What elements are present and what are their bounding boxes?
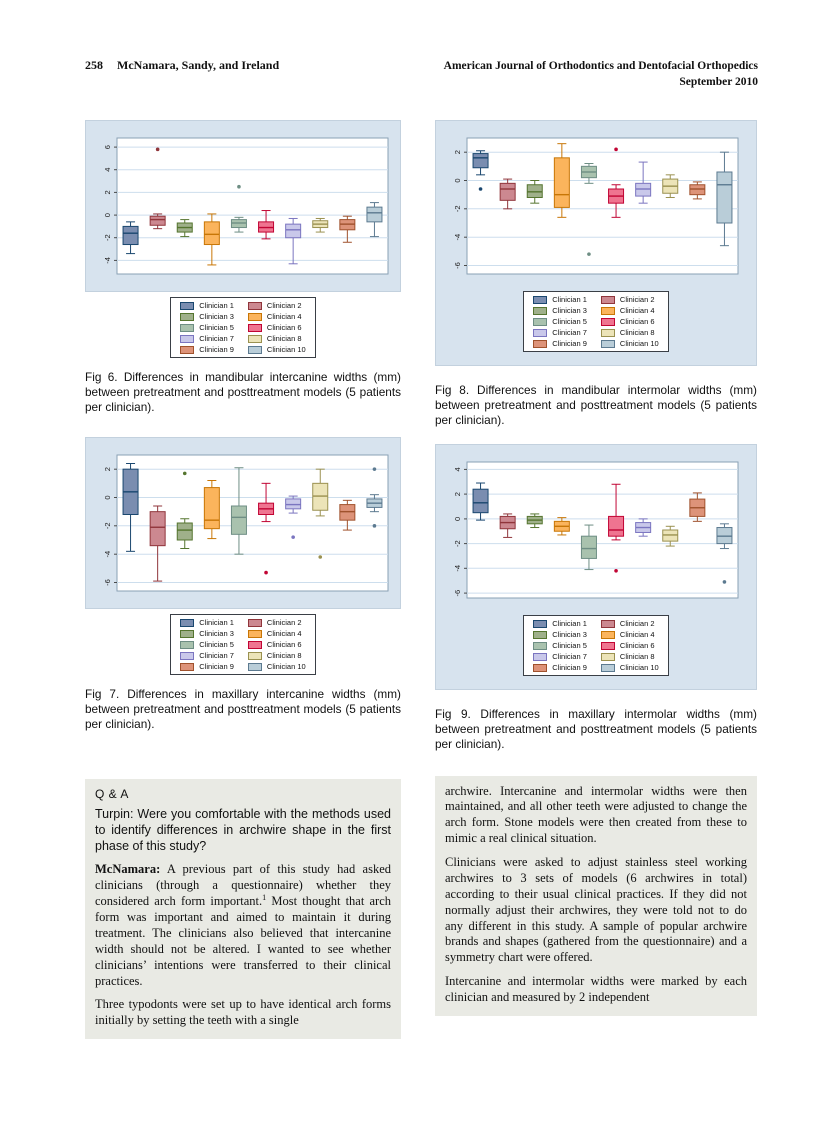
legend-item [248, 629, 306, 638]
legend-swatch [180, 302, 194, 310]
legend-label: Clinician 9 [552, 339, 587, 348]
legend-swatch [601, 329, 615, 337]
fig7-caption-text: Differences in maxillary intercanine widths (mm) between pretreatment and posttreatment models (5 patients per clinician). [85, 687, 401, 732]
outlier-dot [156, 148, 160, 152]
svg-text:-6: -6 [452, 262, 462, 269]
legend-item [248, 323, 306, 332]
legend-swatch [601, 318, 615, 326]
legend-item [180, 345, 234, 354]
body-text-right [435, 776, 757, 1016]
legend-label: Clinician 5 [199, 640, 234, 650]
legend-label: Clinician 2 [619, 619, 655, 629]
legend-label: Clinician 1 [552, 619, 587, 629]
boxplot-svg [443, 129, 745, 283]
figure-6 [85, 120, 401, 358]
outlier-dot [373, 468, 377, 472]
legend-item [180, 323, 234, 332]
legend-label: Clinician 6 [266, 640, 302, 650]
journal-title: American Journal of Orthodontics and Dentofacial Orthopedics [443, 60, 758, 72]
legend-item [533, 663, 587, 672]
outlier-dot [614, 569, 618, 573]
legend-item [248, 662, 306, 671]
svg-text:6: 6 [102, 145, 112, 150]
svg-text:0: 0 [452, 178, 462, 183]
qa-answer-text-1: A previous part of this study had asked clinicians (through a questionnaire) whether they considered arch form important. [95, 862, 391, 909]
legend-item [601, 328, 659, 337]
legend-item [601, 630, 659, 639]
legend-item [248, 334, 306, 343]
body-paragraph-3: Intercanine and intermolar widths were marked by each clinician and measured by 2 independent [445, 974, 747, 1005]
legend-swatch [180, 630, 194, 638]
legend-label: Clinician 3 [199, 312, 234, 321]
legend-item [601, 339, 659, 348]
fig9-caption [435, 707, 757, 752]
legend-item [180, 334, 234, 343]
legend-label: Clinician 2 [266, 301, 302, 310]
legend-label: Clinician 4 [619, 306, 655, 315]
fig9-legend [523, 615, 668, 676]
legend-item [533, 295, 587, 304]
legend-swatch [248, 630, 262, 638]
legend-swatch [180, 652, 194, 660]
legend-label: Clinician 4 [619, 630, 655, 640]
legend-label: Clinician 7 [552, 652, 587, 662]
legend-swatch [601, 307, 615, 315]
outlier-dot [291, 536, 295, 540]
fig9-boxplot-chart [443, 453, 749, 607]
outlier-dot [264, 571, 268, 575]
journal-issue: September 2010 [679, 76, 758, 89]
outlier-dot [587, 252, 591, 256]
legend-swatch [601, 653, 615, 661]
legend-item [248, 301, 306, 310]
fig7-caption-label: Fig 7. [85, 687, 120, 702]
legend-item [601, 663, 659, 672]
svg-text:0: 0 [452, 517, 462, 522]
legend-swatch [180, 619, 194, 627]
fig6-legend [170, 297, 315, 358]
svg-text:-6: -6 [452, 590, 462, 597]
legend-item [533, 317, 587, 326]
legend-label: Clinician 8 [619, 328, 655, 337]
fig6-chart-area [85, 120, 401, 292]
svg-text:2: 2 [452, 150, 462, 155]
figure-9 [435, 444, 757, 690]
legend-swatch [533, 642, 547, 650]
legend-label: Clinician 7 [199, 651, 234, 661]
legend-label: Clinician 10 [619, 339, 659, 348]
outlier-dot [723, 580, 727, 584]
qa-answer-paragraph-1 [95, 862, 391, 989]
legend-label: Clinician 2 [619, 295, 655, 304]
svg-text:-4: -4 [102, 551, 112, 558]
legend-item [248, 640, 306, 649]
legend-label: Clinician 3 [199, 629, 234, 639]
legend-label: Clinician 10 [619, 663, 659, 673]
legend-swatch [533, 307, 547, 315]
qa-section-left [85, 779, 401, 1040]
legend-label: Clinician 1 [199, 618, 234, 628]
legend-swatch [601, 664, 615, 672]
legend-label: Clinician 5 [552, 641, 587, 651]
legend-item [248, 345, 306, 354]
fig7-boxplot-chart [93, 446, 393, 600]
legend-label: Clinician 6 [619, 641, 655, 651]
legend-label: Clinician 4 [266, 629, 302, 639]
svg-text:0: 0 [102, 495, 112, 500]
qa-question-speaker: Turpin: [95, 806, 134, 821]
legend-label: Clinician 8 [266, 334, 302, 343]
legend-item [533, 339, 587, 348]
legend-label: Clinician 7 [552, 328, 587, 337]
svg-text:4: 4 [102, 167, 112, 172]
legend-label: Clinician 6 [266, 323, 302, 332]
running-authors: McNamara, Sandy, and Ireland [117, 58, 280, 72]
legend-swatch [533, 620, 547, 628]
legend-label: Clinician 5 [552, 317, 587, 326]
legend-label: Clinician 3 [552, 630, 587, 640]
legend-swatch [180, 346, 194, 354]
legend-swatch [180, 335, 194, 343]
svg-text:-4: -4 [452, 233, 462, 241]
legend-swatch [601, 631, 615, 639]
svg-text:-2: -2 [102, 522, 112, 530]
boxplot-svg [93, 129, 395, 283]
qa-answer-text-2: Most thought that arch form was important and aimed to maintain it during treatment. The clinicians also believed that intercanine width should not be altered. I wanted to see whether clinicians’ intentions were transferred to their clinical practices. [95, 894, 391, 988]
legend-label: Clinician 1 [552, 295, 587, 304]
outlier-dot [373, 524, 377, 528]
legend-label: Clinician 6 [619, 317, 655, 326]
fig8-caption [435, 383, 757, 428]
legend-swatch [180, 313, 194, 321]
fig6-caption [85, 370, 401, 415]
fig8-caption-label: Fig 8. [435, 383, 470, 397]
svg-text:0: 0 [102, 213, 112, 218]
fig6-boxplot-chart [93, 129, 393, 283]
legend-item [533, 619, 587, 628]
fig8-boxplot-chart [443, 129, 749, 283]
svg-text:-4: -4 [452, 565, 462, 572]
qa-question [95, 807, 391, 855]
svg-text:2: 2 [102, 467, 112, 472]
svg-text:-2: -2 [102, 234, 112, 242]
fig9-chart-area [435, 444, 757, 690]
svg-text:4: 4 [452, 467, 462, 472]
fig7-chart-area [85, 437, 401, 609]
svg-text:-2: -2 [452, 540, 462, 548]
fig9-caption-text: Differences in maxillary intermolar widths (mm) between pretreatment and posttreatment models (5 patients per clinician). [435, 707, 757, 752]
legend-swatch [248, 335, 262, 343]
legend-swatch [533, 653, 547, 661]
legend-item [180, 651, 234, 660]
figure-7 [85, 437, 401, 675]
legend-item [180, 301, 234, 310]
legend-swatch [601, 642, 615, 650]
legend-item [601, 295, 659, 304]
legend-swatch [180, 663, 194, 671]
fig8-legend [523, 291, 668, 352]
legend-label: Clinician 7 [199, 334, 234, 343]
legend-item [533, 306, 587, 315]
legend-label: Clinician 1 [199, 301, 234, 310]
legend-item [601, 317, 659, 326]
outlier-dot [479, 187, 483, 191]
legend-item [601, 641, 659, 650]
legend-label: Clinician 4 [266, 312, 302, 321]
outlier-dot [183, 472, 187, 476]
legend-swatch [180, 324, 194, 332]
fig8-caption-text: Differences in mandibular intermolar widths (mm) between pretreatment and posttreatment models (5 patients per clinician). [435, 383, 757, 428]
legend-swatch [248, 619, 262, 627]
fig8-chart-area [435, 120, 757, 366]
fig6-caption-label: Fig 6. [85, 370, 118, 384]
fig9-caption-label: Fig 9. [435, 707, 471, 722]
svg-text:-2: -2 [452, 205, 462, 213]
legend-swatch [533, 329, 547, 337]
legend-swatch [248, 663, 262, 671]
legend-swatch [601, 620, 615, 628]
svg-text:-4: -4 [102, 257, 112, 264]
svg-text:2: 2 [102, 190, 112, 195]
legend-item [180, 629, 234, 638]
legend-item [601, 306, 659, 315]
fig7-legend [170, 614, 315, 675]
legend-swatch [248, 641, 262, 649]
legend-item [533, 328, 587, 337]
legend-swatch [248, 302, 262, 310]
legend-item [533, 652, 587, 661]
outlier-dot [614, 148, 618, 152]
legend-label: Clinician 2 [266, 618, 302, 628]
legend-item [180, 662, 234, 671]
body-paragraph-2: Clinicians were asked to adjust stainless steel working archwires to 3 sets of models (6 archwires in total) according to their usual clinical practices. If they did not normally adjust their archwires, they were told not to do any different in this study. A sample of popular archwire brands and shapes (gathered from the questionnaire) and a symmetry chart were offered. [445, 855, 747, 965]
figure-8 [435, 120, 757, 366]
legend-item [601, 652, 659, 661]
legend-label: Clinician 8 [266, 651, 302, 661]
boxplot-svg [443, 453, 745, 607]
legend-swatch [533, 318, 547, 326]
left-column [85, 120, 401, 1039]
legend-item [180, 312, 234, 321]
legend-swatch [533, 296, 547, 304]
legend-swatch [533, 340, 547, 348]
outlier-dot [237, 185, 241, 189]
legend-label: Clinician 8 [619, 652, 655, 662]
qa-answer-paragraph-2: Three typodonts were set up to have identical arch forms initially by setting the teeth with a single [95, 997, 391, 1028]
legend-item [180, 640, 234, 649]
legend-swatch [248, 324, 262, 332]
legend-swatch [248, 313, 262, 321]
legend-item [533, 641, 587, 650]
page-header [85, 58, 758, 90]
reference-superscript: 1 [262, 893, 267, 903]
legend-item [248, 651, 306, 660]
legend-label: Clinician 5 [199, 323, 234, 332]
legend-label: Clinician 9 [199, 345, 234, 354]
running-head-left [85, 58, 279, 73]
svg-text:2: 2 [452, 492, 462, 497]
legend-label: Clinician 3 [552, 306, 587, 315]
page-number: 258 [85, 58, 103, 72]
fig6-caption-text: Differences in mandibular intercanine widths (mm) between pretreatment and posttreatment models (5 patients per clinician). [85, 370, 401, 415]
legend-swatch [533, 631, 547, 639]
running-head-right [444, 58, 758, 90]
outlier-dot [318, 555, 322, 559]
boxplot-svg [93, 446, 395, 600]
legend-item [533, 630, 587, 639]
legend-swatch [601, 296, 615, 304]
legend-swatch [180, 641, 194, 649]
legend-swatch [533, 664, 547, 672]
right-column [435, 120, 757, 1016]
legend-item [248, 618, 306, 627]
legend-label: Clinician 10 [266, 345, 306, 354]
legend-item [248, 312, 306, 321]
legend-swatch [248, 652, 262, 660]
legend-label: Clinician 10 [266, 662, 306, 672]
legend-label: Clinician 9 [552, 663, 587, 673]
legend-item [601, 619, 659, 628]
fig7-caption [85, 687, 401, 732]
svg-text:-6: -6 [102, 579, 112, 587]
qa-heading: Q & A [95, 786, 129, 801]
legend-item [180, 618, 234, 627]
legend-label: Clinician 9 [199, 662, 234, 672]
legend-swatch [248, 346, 262, 354]
body-paragraph-1: archwire. Intercanine and intermolar widths were then maintained, and all other teeth were adjusted to change the arch form. Stone models were then created from these to mimic a real clinical situation. [445, 783, 747, 846]
qa-answer-speaker: McNamara: [95, 862, 161, 877]
legend-swatch [601, 340, 615, 348]
qa-question-text: Were you comfortable with the methods used to identify differences in archwire shape in the first phase of this study? [95, 806, 391, 853]
